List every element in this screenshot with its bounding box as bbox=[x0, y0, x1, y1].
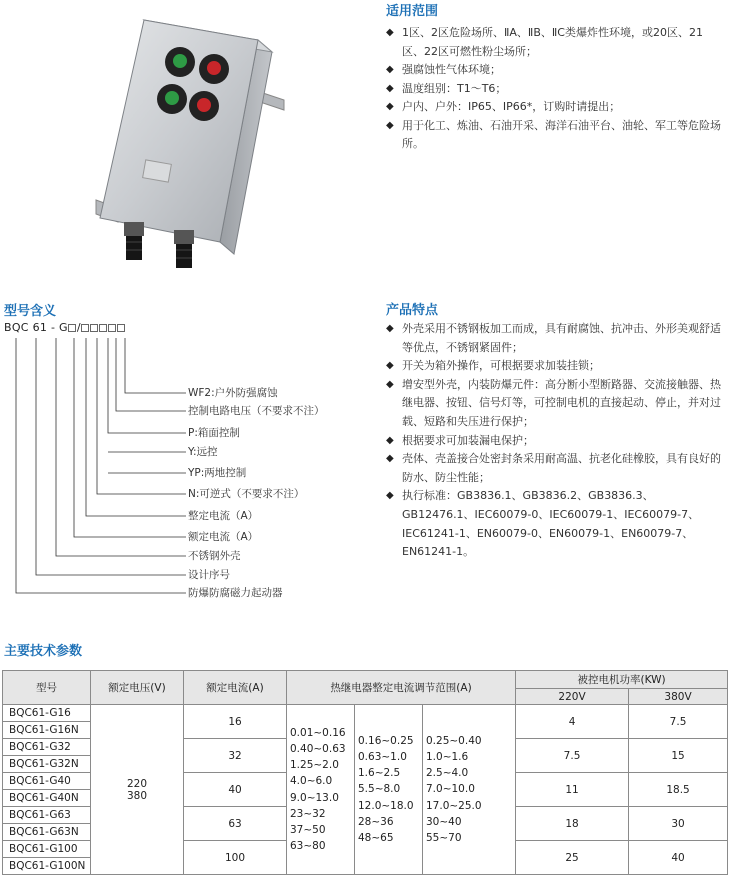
range-value: 9.0~13.0 bbox=[290, 791, 339, 804]
range-value: 0.63~1.0 bbox=[358, 750, 407, 763]
range-value: 0.16~0.25 bbox=[358, 734, 414, 747]
header-voltage: 额定电压(V) bbox=[91, 671, 184, 705]
current-cell: 63 bbox=[184, 807, 287, 841]
voltage-380: 380 bbox=[126, 789, 148, 802]
voltage-cell bbox=[91, 705, 184, 875]
range-value: 0.01~0.16 bbox=[290, 726, 346, 739]
model-title: 型号含义 bbox=[4, 304, 57, 319]
table-row-model: BQC61-G40 bbox=[3, 773, 91, 790]
power-220-cell: 18 bbox=[516, 807, 629, 841]
features-title: 产品特点 bbox=[386, 303, 439, 318]
range-value: 1.0~1.6 bbox=[426, 750, 469, 763]
model-label: 整定电流（A） bbox=[188, 510, 259, 522]
power-380-cell: 40 bbox=[629, 841, 728, 875]
header-current: 额定电流(A) bbox=[184, 671, 287, 705]
range-value: 1.6~2.5 bbox=[358, 767, 401, 780]
range-value: 4.0~6.0 bbox=[290, 775, 333, 788]
range-value: 7.0~10.0 bbox=[426, 783, 475, 796]
range-value: 23~32 bbox=[290, 807, 326, 820]
params-title: 主要技术参数 bbox=[4, 644, 83, 659]
range-value: 55~70 bbox=[426, 832, 462, 844]
model-label: 额定电流（A） bbox=[188, 531, 259, 543]
power-220-cell: 25 bbox=[516, 841, 629, 875]
table-row-model: BQC61-G32 bbox=[3, 739, 91, 756]
range-value: 17.0~25.0 bbox=[426, 799, 482, 812]
range-value: 37~50 bbox=[290, 823, 326, 836]
table-row-model: BQC61-G16N bbox=[3, 722, 91, 739]
current-cell: 40 bbox=[184, 773, 287, 807]
feature-item: ◆ 开关为箱外操作，可根据要求加装挂锁； bbox=[386, 357, 724, 376]
range-value: 63~80 bbox=[290, 840, 326, 853]
table-row-model: BQC61-G63 bbox=[3, 807, 91, 824]
range-value: 0.40~0.63 bbox=[290, 742, 346, 755]
model-label: N:可逆式（不要求不注） bbox=[188, 488, 305, 500]
table-row-model: BQC61-G100N bbox=[3, 858, 91, 875]
range-value: 5.5~8.0 bbox=[358, 783, 401, 796]
power-220-cell: 4 bbox=[516, 705, 629, 739]
power-380-cell: 7.5 bbox=[629, 705, 728, 739]
feature-item: ◆ 根据要求可加装漏电保护； bbox=[386, 432, 724, 451]
model-label: Y:远控 bbox=[188, 446, 218, 458]
current-cell: 16 bbox=[184, 705, 287, 739]
power-220-cell: 7.5 bbox=[516, 739, 629, 773]
power-380-cell: 15 bbox=[629, 739, 728, 773]
scope-title: 适用范围 bbox=[386, 4, 439, 19]
feature-item: ◆ 增安型外壳，内装防爆元件：高分断小型断路器、交流接触器、热继电器、按钮、信号灯等，可控制电机的直接起动、停止，并对过载、短路和失压进行保护； bbox=[386, 376, 724, 432]
header-motor-power: 被控电机功率(KW) bbox=[516, 671, 728, 689]
range-value: 2.5~4.0 bbox=[426, 767, 469, 780]
header-220v: 220V bbox=[516, 689, 629, 705]
range-value: 30~40 bbox=[426, 815, 462, 828]
model-label: 不锈钢外壳 bbox=[188, 550, 241, 562]
model-label: YP:两地控制 bbox=[188, 467, 247, 479]
feature-item: ◆ 执行标准：GB3836.1、GB3836.2、GB3836.3、GB12476.1、IEC60079-0、IEC60079-1、IEC60079-7、IEC61241-1、EN60079-0、EN60079-1、EN60079-7、EN61241-1。 bbox=[386, 487, 724, 561]
power-220-cell: 11 bbox=[516, 773, 629, 807]
table-row-model: BQC61-G16 bbox=[3, 705, 91, 722]
model-label: 控制电路电压（不要求不注） bbox=[188, 405, 325, 417]
feature-item: ◆ 壳体、壳盖接合处密封条采用耐高温、抗老化硅橡胶，具有良好的防水、防尘性能； bbox=[386, 450, 724, 487]
range-col-2 bbox=[355, 705, 423, 875]
model-code: BQC 61 - G / bbox=[4, 321, 126, 334]
table-row-model: BQC61-G63N bbox=[3, 824, 91, 841]
range-col-1 bbox=[287, 705, 355, 875]
table-row-model: BQC61-G32N bbox=[3, 756, 91, 773]
table-row-model: BQC61-G100 bbox=[3, 841, 91, 858]
voltage-220: 220 bbox=[126, 777, 148, 790]
params-table bbox=[2, 670, 728, 875]
current-cell: 100 bbox=[184, 841, 287, 875]
model-label: 设计序号 bbox=[188, 569, 230, 581]
scope-item: ◆ 用于化工、炼油、石油开采、海洋石油平台、油轮、军工等危险场所。 bbox=[386, 117, 722, 154]
model-label: 防爆防腐磁力起动器 bbox=[188, 587, 283, 599]
range-col-3 bbox=[423, 705, 516, 875]
table-row-model: BQC61-G40N bbox=[3, 790, 91, 807]
current-cell: 32 bbox=[184, 739, 287, 773]
range-value: 0.25~0.40 bbox=[426, 734, 482, 747]
range-value: 28~36 bbox=[358, 815, 394, 828]
header-380v: 380V bbox=[629, 689, 728, 705]
range-value: 1.25~2.0 bbox=[290, 759, 339, 772]
model-label: WF2:户外防强腐蚀 bbox=[188, 387, 278, 399]
model-code-prefix: BQC 61 - G bbox=[4, 321, 68, 334]
model-label: P:箱面控制 bbox=[188, 427, 240, 439]
header-model: 型号 bbox=[3, 671, 91, 705]
scope-item: ◆ 温度组别：T1～T6； bbox=[386, 80, 722, 99]
scope-item: ◆ 强腐蚀性气体环境； bbox=[386, 61, 722, 80]
scope-item: ◆ 1区、2区危险场所、ⅡA、ⅡB、ⅡC类爆炸性环境，或20区、21区、22区可燃性粉尘场所； bbox=[386, 24, 722, 61]
range-value: 48~65 bbox=[358, 832, 394, 844]
feature-item: ◆ 外壳采用不锈钢板加工而成，具有耐腐蚀、抗冲击、外形美观舒适等优点，不锈钢紧固件； bbox=[386, 320, 724, 357]
header-thermal-range: 热继电器整定电流调节范围(A) bbox=[287, 671, 516, 705]
scope-item: ◆ 户内、户外：IP65、IP66*，订购时请提出； bbox=[386, 98, 722, 117]
features-list bbox=[386, 320, 724, 562]
power-380-cell: 18.5 bbox=[629, 773, 728, 807]
power-380-cell: 30 bbox=[629, 807, 728, 841]
range-value: 12.0~18.0 bbox=[358, 799, 414, 812]
